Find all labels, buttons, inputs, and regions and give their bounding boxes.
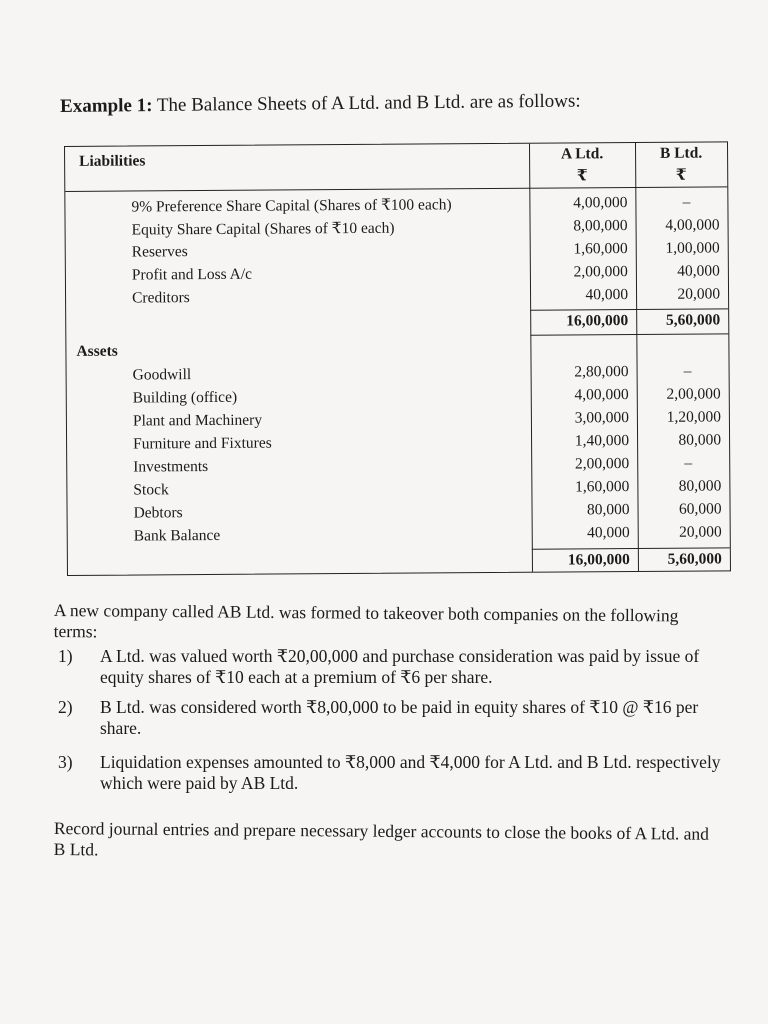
liab-item: Equity Share Capital (Shares of ₹10 each) <box>131 219 395 239</box>
asset-b: 1,20,000 <box>666 408 721 426</box>
liab-a: 4,00,000 <box>573 194 628 212</box>
asset-b: – <box>683 362 692 380</box>
asset-item: Building (office) <box>132 388 238 407</box>
term-item <box>58 752 738 796</box>
liab-b: 4,00,000 <box>665 216 720 234</box>
term-item <box>58 646 738 690</box>
liab-a: 2,00,000 <box>573 263 628 281</box>
assets-total-b: 5,60,000 <box>667 550 722 568</box>
header-rule <box>65 186 727 192</box>
assets-total-a: 16,00,000 <box>567 551 630 569</box>
liab-b: – <box>682 193 691 211</box>
example-heading <box>60 91 581 118</box>
liab-total-b: 5,60,000 <box>665 311 721 329</box>
assets-total-rule <box>532 547 730 549</box>
asset-b: – <box>684 454 693 472</box>
col-a-header: A Ltd. <box>560 145 604 163</box>
asset-item: Bank Balance <box>133 526 221 545</box>
term-text: Liquidation expenses amounted to ₹8,000 and ₹4,000 for A Ltd. and B Ltd. respectively which were paid by AB Ltd. <box>100 752 721 793</box>
term-number: 2) <box>58 697 73 717</box>
term-text: A Ltd. was valued worth ₹20,00,000 and purchase consideration was paid by issue of equity shares of ₹10 each at a premium of ₹6 per share. <box>100 646 700 687</box>
col-a-currency: ₹ <box>576 167 588 185</box>
asset-a: 3,00,000 <box>574 409 629 427</box>
asset-a: 40,000 <box>587 524 630 542</box>
liabilities-title: Liabilities <box>79 152 146 170</box>
asset-b: 20,000 <box>679 523 722 541</box>
asset-item: Investments <box>133 458 209 476</box>
term-number: 1) <box>58 646 73 666</box>
instruction-paragraph: Record journal entries and prepare necessary ledger accounts to close the books of A Ltd. and B Ltd. <box>53 818 710 860</box>
asset-b: 2,00,000 <box>666 385 721 403</box>
asset-item: Stock <box>133 481 169 499</box>
liab-b: 40,000 <box>677 262 720 280</box>
liab-a: 8,00,000 <box>573 217 628 235</box>
asset-item: Furniture and Fixtures <box>133 434 272 453</box>
liab-b: 20,000 <box>677 285 721 303</box>
asset-a: 2,00,000 <box>574 455 630 473</box>
asset-item: Debtors <box>133 504 183 522</box>
liab-a: 1,60,000 <box>573 240 628 258</box>
balance-sheet-table <box>64 141 731 576</box>
liab-total-rule-bottom <box>530 333 728 335</box>
col-b-currency: ₹ <box>675 166 687 184</box>
asset-b: 60,000 <box>678 500 722 518</box>
asset-item: Plant and Machinery <box>132 411 263 430</box>
liab-item: Creditors <box>132 289 190 307</box>
liab-total-rule-top <box>530 308 728 310</box>
col-b-header: B Ltd. <box>659 144 703 162</box>
intro-paragraph: A new company called AB Ltd. was formed to takeover both companies on the following terms: <box>53 600 679 642</box>
example-text: The Balance Sheets of A Ltd. and B Ltd. are as follows: <box>156 90 581 116</box>
term-number: 3) <box>58 752 73 772</box>
asset-item: Goodwill <box>132 366 192 384</box>
term-item <box>58 697 738 741</box>
example-label: Example 1: <box>60 95 153 117</box>
liab-total-a: 16,00,000 <box>566 312 629 330</box>
asset-a: 80,000 <box>586 501 630 519</box>
liab-b: 1,00,000 <box>665 239 720 257</box>
asset-a: 1,40,000 <box>574 432 630 450</box>
liab-item: 9% Preference Share Capital (Shares of ₹100 each) <box>131 196 452 216</box>
asset-a: 1,60,000 <box>575 478 630 496</box>
term-text: B Ltd. was considered worth ₹8,00,000 to be paid in equity shares of ₹10 @ ₹16 per share. <box>100 697 699 738</box>
liab-item: Reserves <box>131 243 188 261</box>
liab-a: 40,000 <box>585 286 629 304</box>
asset-a: 4,00,000 <box>574 386 629 404</box>
asset-b: 80,000 <box>678 431 722 449</box>
asset-a: 2,80,000 <box>574 363 629 381</box>
liab-item: Profit and Loss A/c <box>131 265 253 284</box>
assets-title: Assets <box>76 342 118 360</box>
asset-b: 80,000 <box>678 477 722 495</box>
